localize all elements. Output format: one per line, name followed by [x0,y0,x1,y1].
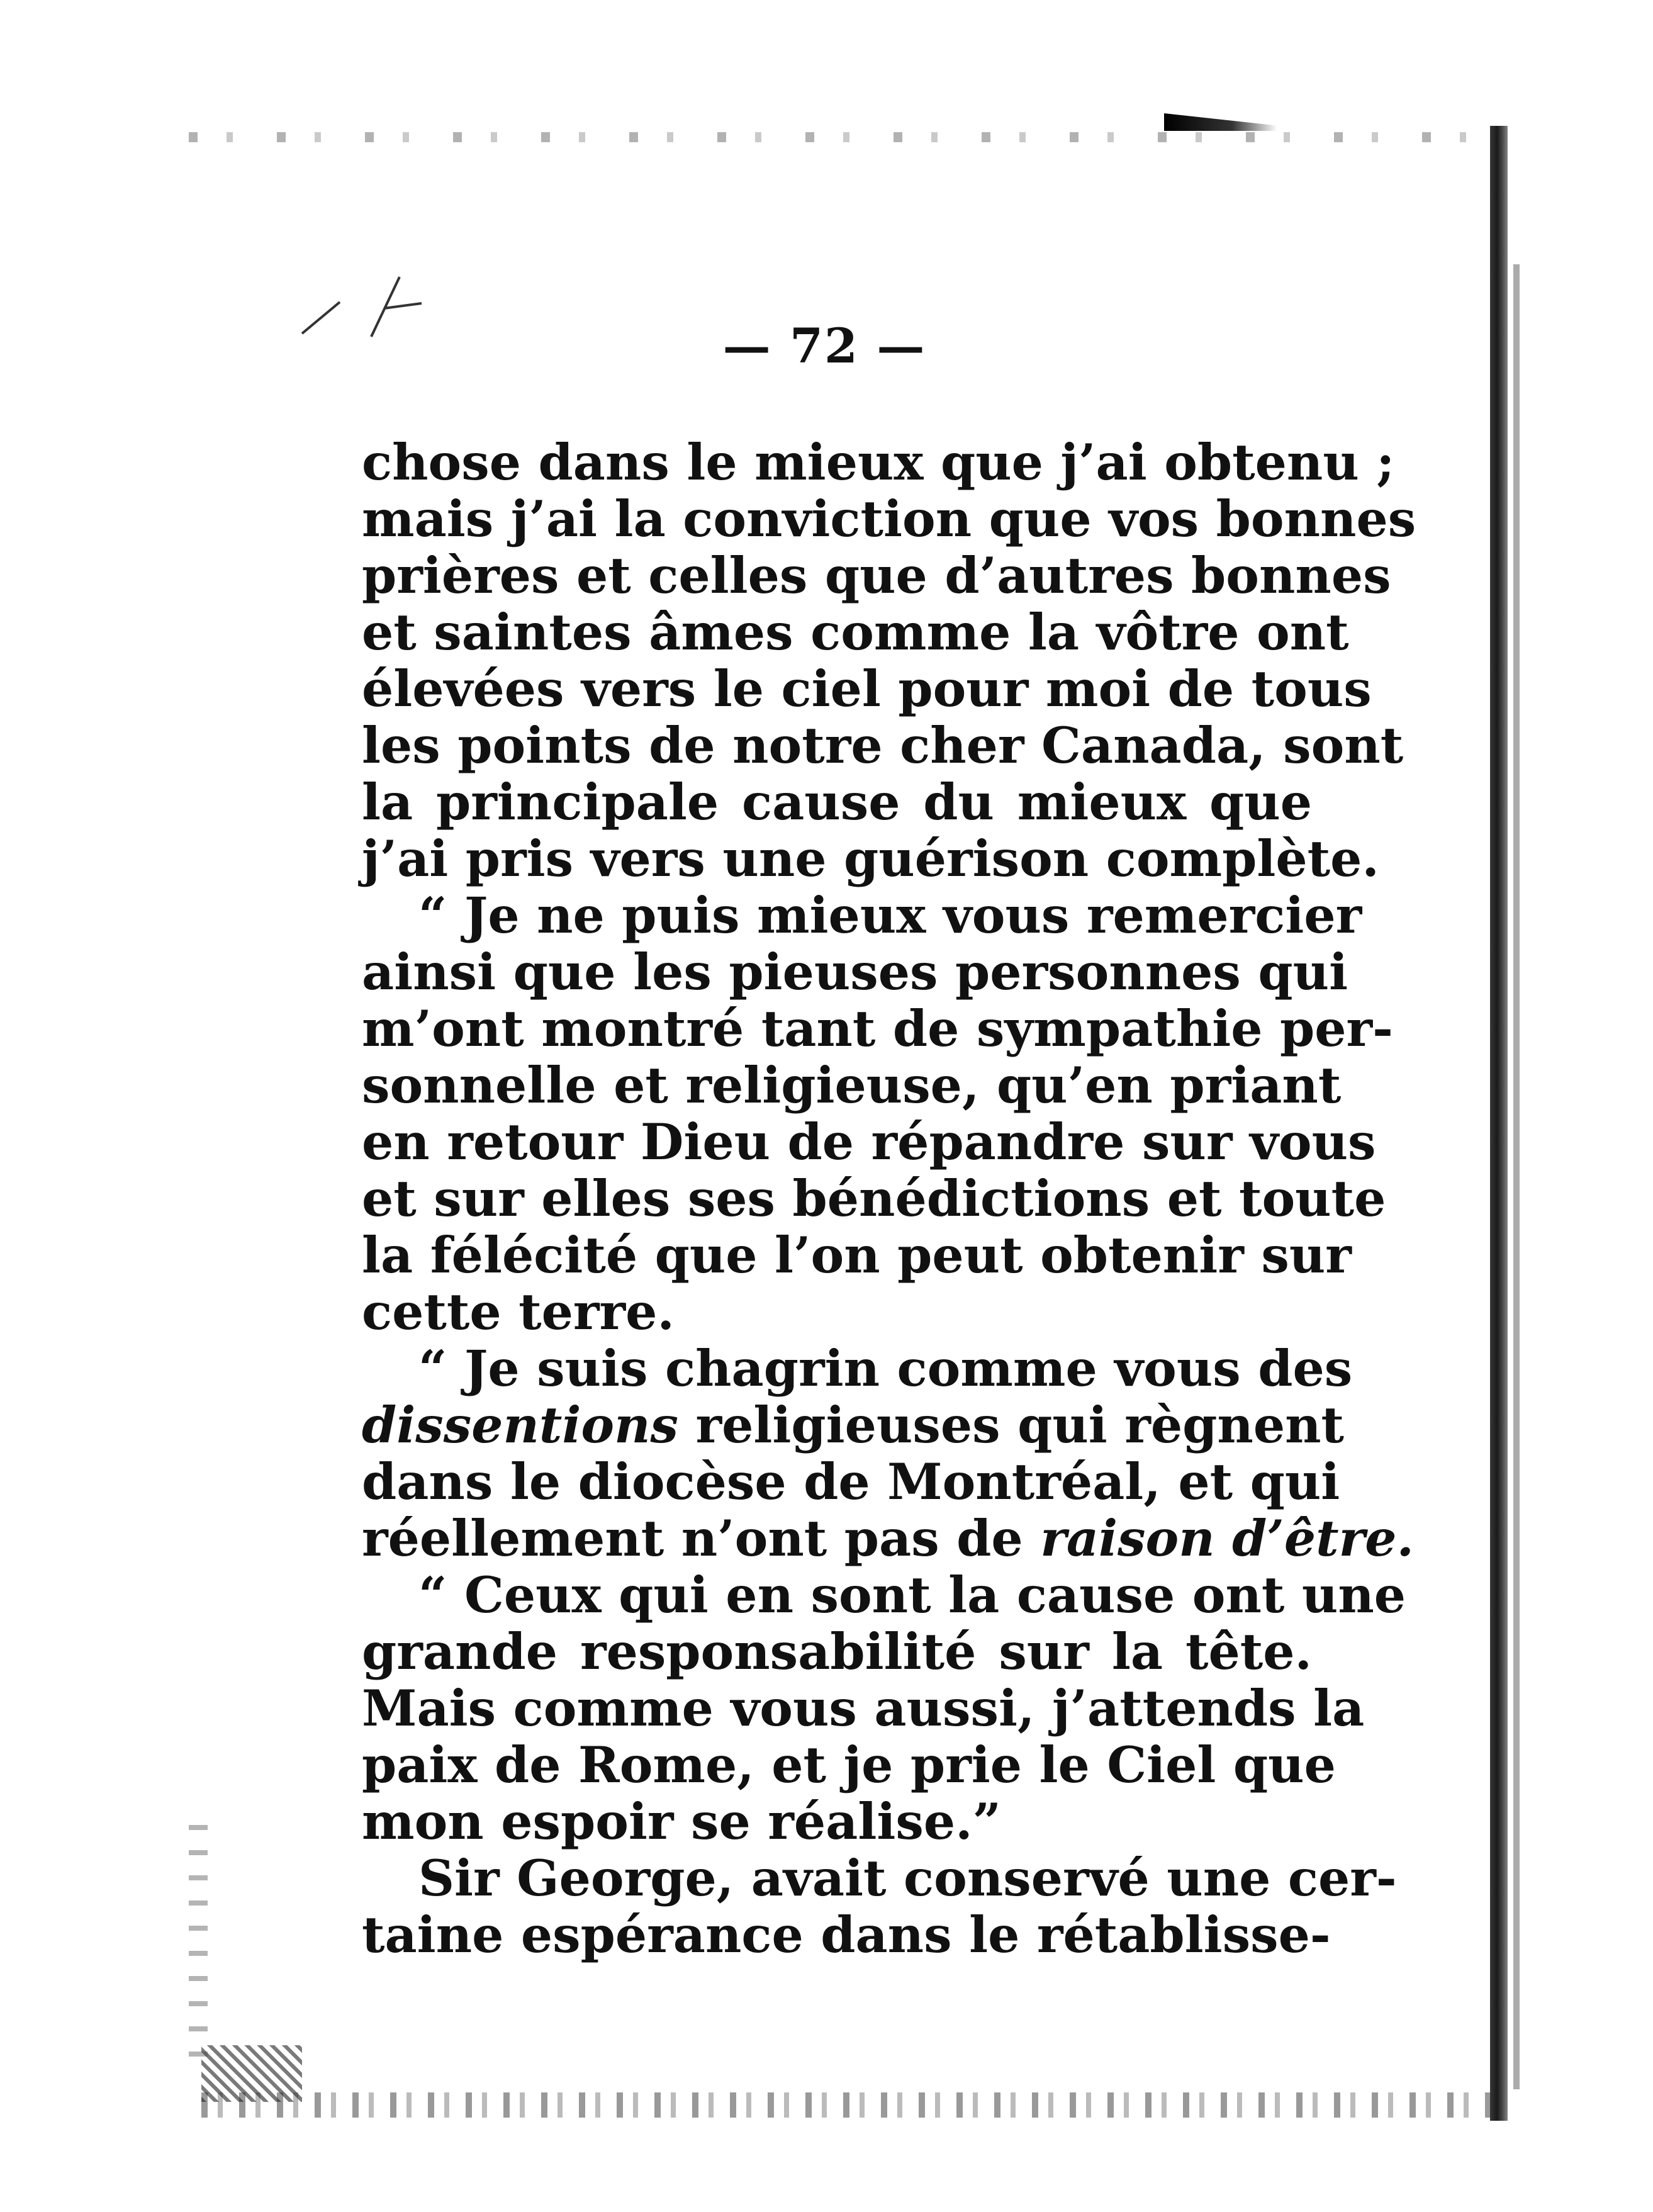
scan-artifact-right-shadow [1513,264,1520,2089]
text-line: m’ont montré tant de sympathie per- [362,999,1393,1058]
text-line: Mais comme vous aussi, j’attends la [362,1679,1365,1738]
text-line: élevées vers le ciel pour moi de tous [362,660,1372,718]
text-line-start: réellement n’ont pas de [362,1509,1041,1568]
text-line: en retour Dieu de répandre sur vous [362,1113,1376,1171]
scan-artifact-right-edge [1490,126,1508,2121]
scan-artifact-top [189,132,1479,142]
scan-artifact-bottom [201,2092,1498,2118]
text-line: “ Je ne puis mieux vous remercier [418,886,1362,945]
scan-artifact-left [189,1825,208,2064]
text-line: chose dans le mieux que j’ai obtenu ; [362,433,1395,491]
text-line: mon espoir se réalise.” [362,1792,1002,1851]
text-line: “ Ceux qui en sont la cause ont une [418,1566,1406,1624]
italic-phrase: raison d’être. [1040,1509,1415,1568]
scan-artifact-bottom-corner [201,2045,302,2102]
text-line: j’ai pris vers une guérison complète. [362,829,1379,888]
text-line: la félécité que l’on peut obtenir sur [362,1226,1352,1284]
text-line: paix de Rome, et je prie le Ciel que [362,1736,1336,1794]
text-line: cette terre. [362,1283,675,1341]
text-line: dans le diocèse de Montréal, et qui [362,1452,1340,1511]
pencil-mark-icon [296,264,459,340]
text-line: prières et celles que d’autres bonnes [362,546,1391,605]
body-text [362,433,1416,1964]
text-line: les points de notre cher Canada, sont [362,716,1404,775]
text-line: et saintes âmes comme la vôtre ont [362,603,1349,661]
text-line: Sir George, avait conservé une cer- [418,1849,1397,1907]
text-line: grande responsabilité sur la tête. [362,1622,1312,1681]
text-line: la principale cause du mieux que [362,773,1312,831]
text-line: taine espérance dans le rétablisse- [362,1906,1331,1964]
text-line: mais j’ai la conviction que vos bonnes [362,490,1416,548]
text-line-rest: religieuses qui règnent [678,1396,1345,1454]
text-line: et sur elles ses bénédictions et toute [362,1169,1386,1228]
scan-artifact-top-corner [1164,113,1277,131]
text-line: sonnelle et religieuse, qu’en priant [362,1056,1342,1114]
text-line: ainsi que les pieuses personnes qui [362,943,1348,1001]
italic-word: dissentions [362,1396,679,1454]
text-line [362,1509,1415,1568]
text-line [362,1396,1345,1454]
text-line: “ Je suis chagrin comme vous des [418,1339,1353,1398]
page-number: — 72 — [722,318,926,374]
